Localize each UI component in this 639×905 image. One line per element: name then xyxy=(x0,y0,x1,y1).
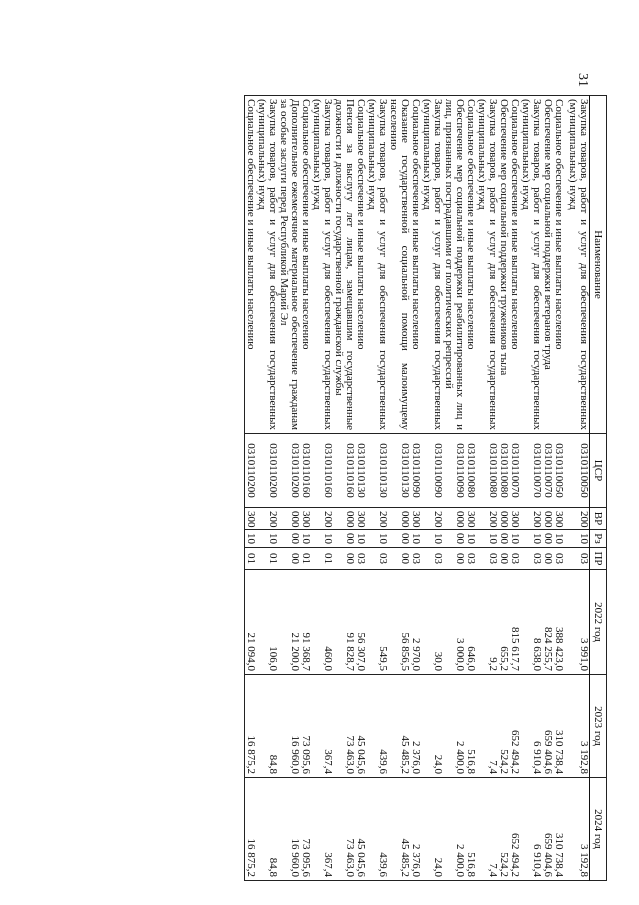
row-value-2024: 659 404,6 xyxy=(542,778,553,881)
row-vr: 200 xyxy=(256,508,278,530)
row-csr: 0310110130 xyxy=(366,434,388,508)
row-pr: 03 xyxy=(355,548,366,570)
row-pr: 00 xyxy=(443,548,465,570)
row-pr: 03 xyxy=(509,548,520,570)
table-row xyxy=(410,96,421,881)
row-value-2022: 549,5 xyxy=(366,570,388,675)
row-value-2023: 652 494,2 xyxy=(509,675,520,778)
row-name: Социальное обеспечение и иные выплаты населению xyxy=(245,96,257,434)
row-name: Социальное обеспечение и иные выплаты населению xyxy=(355,96,366,434)
table-row xyxy=(388,96,410,881)
table-row xyxy=(443,96,465,881)
row-rz: 10 xyxy=(553,530,567,548)
row-value-2023: 24,0 xyxy=(421,675,443,778)
table-row xyxy=(245,96,257,881)
row-csr: 0310110200 xyxy=(278,434,300,508)
row-value-2024: 367,4 xyxy=(311,778,333,881)
row-name: Пенсия за выслугу лет лицам, замещавшим государственные должности и должности государственной гражданской службы xyxy=(333,96,355,434)
row-rz: 00 xyxy=(278,530,300,548)
row-value-2024: 2 400,0 xyxy=(443,778,465,881)
row-vr: 000 xyxy=(278,508,300,530)
row-value-2022: 646,0 xyxy=(465,570,476,675)
row-vr: 200 xyxy=(366,508,388,530)
header-2023: 2023 год xyxy=(590,675,607,778)
table-row xyxy=(498,96,509,881)
table-row xyxy=(465,96,476,881)
row-value-2024: 310 738,4 xyxy=(553,778,567,881)
row-value-2023: 310 738,4 xyxy=(553,675,567,778)
table-row xyxy=(256,96,278,881)
row-vr: 300 xyxy=(509,508,520,530)
row-rz: 10 xyxy=(509,530,520,548)
table-row xyxy=(509,96,520,881)
row-csr: 0310110090 xyxy=(421,434,443,508)
row-rz: 10 xyxy=(366,530,388,548)
row-rz: 10 xyxy=(520,530,542,548)
row-csr: 0310110160 xyxy=(333,434,355,508)
table-row xyxy=(476,96,498,881)
table-row xyxy=(311,96,333,881)
row-pr: 03 xyxy=(410,548,421,570)
row-pr: 01 xyxy=(300,548,311,570)
row-value-2022: 655,2 xyxy=(498,570,509,675)
row-csr: 0310110050 xyxy=(567,434,590,508)
row-pr: 00 xyxy=(333,548,355,570)
row-csr: 0310110080 xyxy=(465,434,476,508)
row-pr: 03 xyxy=(567,548,590,570)
row-csr: 0310110070 xyxy=(509,434,520,508)
row-name: Закупка товаров, работ и услуг для обеспечения государственных (муниципальных) нужд xyxy=(567,96,590,434)
table-row xyxy=(553,96,567,881)
row-rz: 10 xyxy=(465,530,476,548)
row-name: Закупка товаров, работ и услуг для обеспечения государственных (муниципальных) нужд xyxy=(366,96,388,434)
row-value-2023: 3 192,8 xyxy=(567,675,590,778)
row-rz: 00 xyxy=(333,530,355,548)
row-value-2022: 3 991,0 xyxy=(567,570,590,675)
row-pr: 00 xyxy=(498,548,509,570)
row-name: Обеспечение мер социальной поддержки тружеников тыла xyxy=(498,96,509,434)
row-csr: 0310110090 xyxy=(443,434,465,508)
row-value-2022: 2 970,0 xyxy=(410,570,421,675)
row-name: Закупка товаров, работ и услуг для обеспечения государственных (муниципальных) нужд xyxy=(256,96,278,434)
row-rz: 00 xyxy=(542,530,553,548)
row-value-2023: 659 404,6 xyxy=(542,675,553,778)
row-value-2024: 7,4 xyxy=(476,778,498,881)
row-name: Социальное обеспечение и иные выплаты населению xyxy=(300,96,311,434)
row-value-2024: 84,8 xyxy=(256,778,278,881)
row-vr: 200 xyxy=(567,508,590,530)
row-pr: 01 xyxy=(311,548,333,570)
row-csr: 0310110070 xyxy=(520,434,542,508)
row-value-2023: 2 376,0 xyxy=(410,675,421,778)
row-vr: 300 xyxy=(355,508,366,530)
row-value-2024: 439,6 xyxy=(366,778,388,881)
row-rz: 10 xyxy=(256,530,278,548)
row-value-2022: 91 368,7 xyxy=(300,570,311,675)
row-rz: 10 xyxy=(567,530,590,548)
row-rz: 10 xyxy=(421,530,443,548)
rotated-table-container xyxy=(113,95,607,880)
row-value-2024: 24,0 xyxy=(421,778,443,881)
row-value-2022: 460,0 xyxy=(311,570,333,675)
row-pr: 03 xyxy=(465,548,476,570)
row-value-2023: 7,4 xyxy=(476,675,498,778)
row-vr: 000 xyxy=(388,508,410,530)
header-pr: ПР xyxy=(590,548,607,570)
row-pr: 03 xyxy=(421,548,443,570)
row-value-2023: 16 875,2 xyxy=(245,675,257,778)
row-rz: 10 xyxy=(245,530,257,548)
row-csr: 0310110160 xyxy=(311,434,333,508)
row-value-2023: 6 910,4 xyxy=(520,675,542,778)
row-value-2023: 2 400,0 xyxy=(443,675,465,778)
row-vr: 200 xyxy=(520,508,542,530)
row-value-2023: 367,4 xyxy=(311,675,333,778)
row-value-2022: 815 617,7 xyxy=(509,570,520,675)
row-value-2022: 21 094,0 xyxy=(245,570,257,675)
row-name: Закупка товаров, работ и услуг для обеспечения государственных (муниципальных) нужд xyxy=(476,96,498,434)
row-vr: 300 xyxy=(465,508,476,530)
row-value-2024: 16 960,0 xyxy=(278,778,300,881)
row-vr: 200 xyxy=(421,508,443,530)
row-value-2023: 45 485,2 xyxy=(388,675,410,778)
row-value-2024: 516,8 xyxy=(465,778,476,881)
row-value-2023: 524,2 xyxy=(498,675,509,778)
row-name: Закупка товаров, работ и услуг для обеспечения государственных (муниципальных) нужд xyxy=(421,96,443,434)
row-value-2023: 439,6 xyxy=(366,675,388,778)
row-value-2024: 16 875,2 xyxy=(245,778,257,881)
row-csr: 0310110090 xyxy=(410,434,421,508)
row-value-2022: 106,0 xyxy=(256,570,278,675)
row-vr: 000 xyxy=(498,508,509,530)
row-name: Обеспечение мер социальной поддержки реабилитированных лиц и лиц, признанных пострадавшими от политических репрессий xyxy=(443,96,465,434)
row-value-2024: 73 095,6 xyxy=(300,778,311,881)
table-row xyxy=(333,96,355,881)
row-rz: 10 xyxy=(311,530,333,548)
row-pr: 03 xyxy=(553,548,567,570)
row-csr: 0310110130 xyxy=(355,434,366,508)
row-name: Социальное обеспечение и иные выплаты населению xyxy=(509,96,520,434)
row-value-2024: 524,2 xyxy=(498,778,509,881)
row-value-2023: 84,8 xyxy=(256,675,278,778)
table-header-row xyxy=(590,96,607,881)
row-vr: 200 xyxy=(311,508,333,530)
row-name: Закупка товаров, работ и услуг для обеспечения государственных (муниципальных) нужд xyxy=(520,96,542,434)
row-vr: 200 xyxy=(476,508,498,530)
row-csr: 0310110160 xyxy=(300,434,311,508)
row-csr: 0310110070 xyxy=(542,434,553,508)
table-row xyxy=(278,96,300,881)
row-rz: 10 xyxy=(300,530,311,548)
budget-table xyxy=(244,95,607,881)
row-value-2024: 45 045,6 xyxy=(355,778,366,881)
table-row xyxy=(520,96,542,881)
table-row xyxy=(421,96,443,881)
row-csr: 0310110050 xyxy=(553,434,567,508)
row-name: Обеспечение мер социальной поддержки ветеранов труда xyxy=(542,96,553,434)
table-body xyxy=(245,96,590,881)
row-value-2024: 73 463,0 xyxy=(333,778,355,881)
header-rz: Рз xyxy=(590,530,607,548)
row-value-2023: 73 463,0 xyxy=(333,675,355,778)
row-value-2024: 3 192,8 xyxy=(567,778,590,881)
row-csr: 0310110080 xyxy=(476,434,498,508)
row-value-2022: 8 638,0 xyxy=(520,570,542,675)
row-csr: 0310110080 xyxy=(498,434,509,508)
row-csr: 0310110130 xyxy=(388,434,410,508)
row-pr: 03 xyxy=(366,548,388,570)
row-rz: 10 xyxy=(476,530,498,548)
row-value-2022: 824 255,7 xyxy=(542,570,553,675)
row-value-2024: 6 910,4 xyxy=(520,778,542,881)
row-rz: 00 xyxy=(498,530,509,548)
row-name: Социальное обеспечение и иные выплаты населению xyxy=(553,96,567,434)
row-rz: 10 xyxy=(410,530,421,548)
row-pr: 01 xyxy=(256,548,278,570)
row-vr: 300 xyxy=(553,508,567,530)
row-vr: 300 xyxy=(410,508,421,530)
row-value-2023: 516,8 xyxy=(465,675,476,778)
table-row xyxy=(300,96,311,881)
row-pr: 01 xyxy=(245,548,257,570)
row-value-2022: 9,2 xyxy=(476,570,498,675)
row-value-2024: 652 494,2 xyxy=(509,778,520,881)
row-pr: 03 xyxy=(520,548,542,570)
row-name: Закупка товаров, работ и услуг для обеспечения государственных (муниципальных) нужд xyxy=(311,96,333,434)
row-pr: 00 xyxy=(278,548,300,570)
row-vr: 000 xyxy=(333,508,355,530)
row-name: Социальное обеспечение и иные выплаты населению xyxy=(410,96,421,434)
row-vr: 300 xyxy=(300,508,311,530)
row-value-2022: 21 200,0 xyxy=(278,570,300,675)
table-row xyxy=(542,96,553,881)
row-value-2023: 16 960,0 xyxy=(278,675,300,778)
row-rz: 00 xyxy=(443,530,465,548)
row-value-2022: 3 000,0 xyxy=(443,570,465,675)
row-rz: 10 xyxy=(355,530,366,548)
row-value-2022: 30,0 xyxy=(421,570,443,675)
row-rz: 00 xyxy=(388,530,410,548)
table-row xyxy=(355,96,366,881)
header-vr: ВР xyxy=(590,508,607,530)
row-value-2024: 2 376,0 xyxy=(410,778,421,881)
row-value-2022: 91 828,7 xyxy=(333,570,355,675)
header-2022: 2022 год xyxy=(590,570,607,675)
row-pr: 03 xyxy=(476,548,498,570)
row-value-2022: 388 423,0 xyxy=(553,570,567,675)
row-value-2023: 73 095,6 xyxy=(300,675,311,778)
row-name: Оказание государственной социальной помощи малоимущему населению xyxy=(388,96,410,434)
row-vr: 300 xyxy=(245,508,257,530)
row-csr: 0310110200 xyxy=(256,434,278,508)
row-csr: 0310110200 xyxy=(245,434,257,508)
row-value-2022: 56 307,0 xyxy=(355,570,366,675)
header-name: Наименование xyxy=(590,96,607,434)
row-vr: 000 xyxy=(443,508,465,530)
row-value-2022: 56 856,5 xyxy=(388,570,410,675)
table-row xyxy=(567,96,590,881)
row-name: Социальное обеспечение и иные выплаты населению xyxy=(465,96,476,434)
page-number: 31 xyxy=(575,73,590,87)
row-pr: 00 xyxy=(542,548,553,570)
row-value-2023: 45 045,6 xyxy=(355,675,366,778)
row-pr: 00 xyxy=(388,548,410,570)
header-csr: ЦСР xyxy=(590,434,607,508)
header-2024: 2024 год xyxy=(590,778,607,881)
row-vr: 000 xyxy=(542,508,553,530)
row-value-2024: 45 485,2 xyxy=(388,778,410,881)
row-name: Дополнительное ежемесячное материальное обеспечение гражданам за особые заслуги перед Республикой Марий Эл xyxy=(278,96,300,434)
table-row xyxy=(366,96,388,881)
